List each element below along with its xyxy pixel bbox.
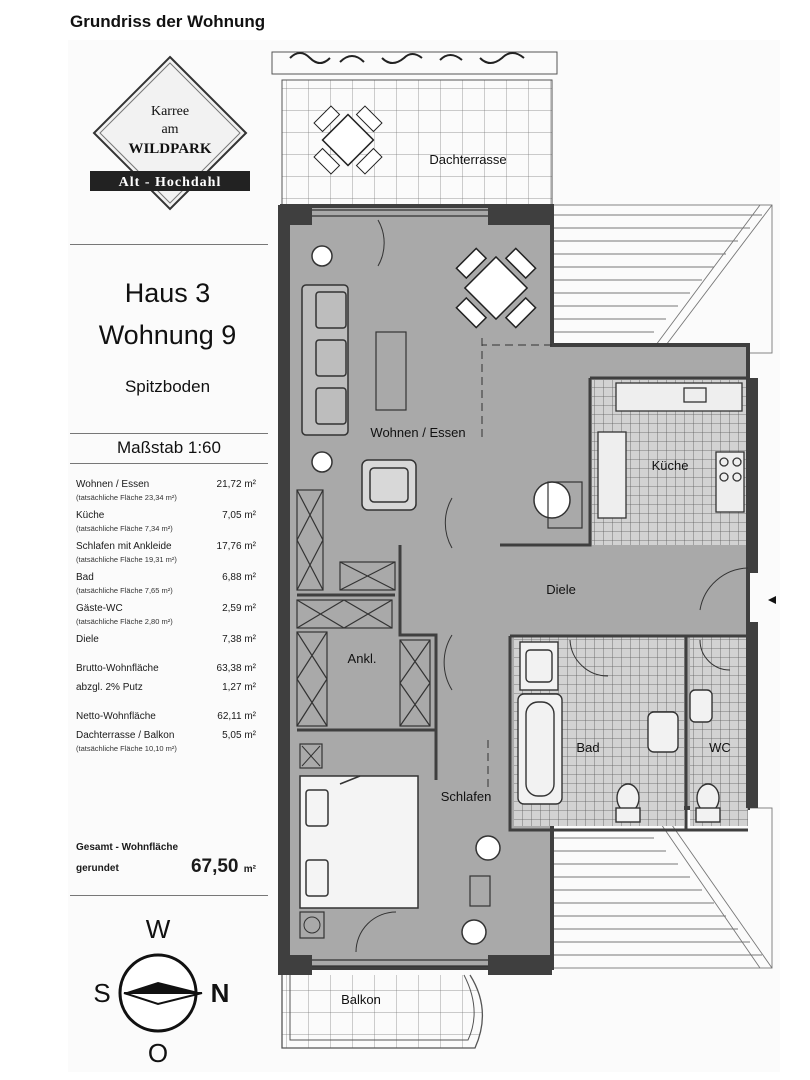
- area-note: [76, 556, 256, 564]
- plant-icon: [312, 246, 332, 266]
- plant-icon: [312, 452, 332, 472]
- total-sublabel: gerundet: [76, 863, 119, 874]
- area-row: [76, 712, 256, 723]
- compass-rose: [92, 910, 242, 1070]
- area-row: [76, 542, 256, 553]
- area-value: 5,05 m²: [222, 730, 256, 741]
- divider: [70, 433, 268, 434]
- area-label: Brutto-Wohnfläche: [76, 663, 159, 674]
- compass-o: O: [147, 1038, 169, 1068]
- area-label: Dachterrasse / Balkon: [76, 730, 175, 741]
- room-label-wohnen: Wohnen / Essen: [370, 425, 466, 440]
- divider: [70, 463, 268, 464]
- area-label: Diele: [76, 634, 99, 645]
- area-note: [76, 525, 256, 533]
- room-label-ankl: Ankl.: [347, 651, 377, 666]
- area-row: [76, 664, 256, 675]
- area-label: (tatsächliche Fläche 7,34 m²): [76, 524, 173, 533]
- balcony: [282, 975, 482, 1048]
- room-label-dachterrasse: Dachterrasse: [429, 152, 507, 167]
- logo-line2: am: [161, 122, 179, 137]
- area-label: Wohnen / Essen: [76, 479, 150, 490]
- sofa: [302, 285, 348, 435]
- room-label-diele: Diele: [546, 582, 576, 597]
- area-label: (tatsächliche Fläche 7,65 m²): [76, 586, 173, 595]
- area-note: [76, 618, 256, 626]
- scale-label: Maßstab 1:60: [117, 438, 221, 457]
- area-label: (tatsächliche Fläche 23,34 m²): [76, 493, 177, 502]
- logo-line3: WILDPARK: [128, 141, 212, 157]
- area-label: Küche: [76, 510, 105, 521]
- logo-band: Alt - Hochdahl: [118, 175, 222, 190]
- area-value: 2,59 m²: [222, 603, 256, 614]
- total-label: Gesamt - Wohnfläche: [76, 842, 179, 853]
- area-value: 17,76 m²: [216, 541, 256, 552]
- area-row: [76, 573, 256, 584]
- area-row: [76, 480, 256, 491]
- floor-plan: [270, 45, 782, 1075]
- area-value: 63,38 m²: [216, 663, 256, 674]
- armchair: [362, 460, 416, 510]
- area-value: 62,11 m²: [217, 711, 256, 722]
- area-label: Bad: [76, 572, 94, 583]
- area-value: 1,27 m²: [222, 682, 256, 693]
- total-value: 67,50 m²: [190, 856, 256, 877]
- logo-line1: Karree: [150, 104, 190, 119]
- area-table: [76, 480, 256, 762]
- bed: [300, 776, 418, 908]
- plant-icon: [462, 920, 486, 944]
- area-label: (tatsächliche Fläche 2,80 m²): [76, 617, 173, 626]
- area-label: Netto-Wohnfläche: [76, 711, 156, 722]
- geschoss-label: Spitzboden: [124, 377, 211, 396]
- side-table: [534, 482, 570, 518]
- area-note: [76, 494, 256, 502]
- area-row: [76, 731, 256, 742]
- area-row: [76, 635, 256, 646]
- wildpark-logo: [88, 55, 253, 215]
- divider: [70, 895, 268, 896]
- area-label: abzgl. 2% Putz: [76, 682, 143, 693]
- total-area: [76, 842, 256, 877]
- area-label: Gäste-WC: [76, 603, 123, 614]
- chair: [476, 836, 500, 860]
- area-value: 21,72 m²: [216, 479, 256, 490]
- area-label: Schlafen mit Ankleide: [76, 541, 172, 552]
- room-label-bad: Bad: [576, 740, 600, 755]
- compass-n: N: [210, 978, 230, 1008]
- area-label: (tatsächliche Fläche 10,10 m²): [76, 744, 177, 753]
- area-note: [76, 745, 256, 753]
- area-row: [76, 511, 256, 522]
- area-value: 7,38 m²: [222, 634, 256, 645]
- area-label: (tatsächliche Fläche 19,31 m²): [76, 555, 177, 564]
- entrance-arrow-icon: [768, 596, 776, 604]
- wohnung-title: Wohnung 9: [98, 320, 237, 350]
- room-label-wc: WC: [709, 740, 731, 755]
- area-value: 6,88 m²: [222, 572, 256, 583]
- area-value: 7,05 m²: [222, 510, 256, 521]
- haus-title: Haus 3: [124, 278, 211, 308]
- divider: [70, 244, 268, 245]
- room-label-kueche: Küche: [651, 458, 689, 473]
- compass-s: S: [93, 978, 111, 1008]
- room-label-balkon: Balkon: [341, 992, 381, 1007]
- area-row: [76, 604, 256, 615]
- area-row: [76, 683, 256, 694]
- page-title: Grundriss der Wohnung: [70, 12, 266, 31]
- roof-terrace: [272, 52, 557, 206]
- area-note: [76, 587, 256, 595]
- compass-w: W: [145, 914, 171, 944]
- room-label-schlafen: Schlafen: [440, 789, 492, 804]
